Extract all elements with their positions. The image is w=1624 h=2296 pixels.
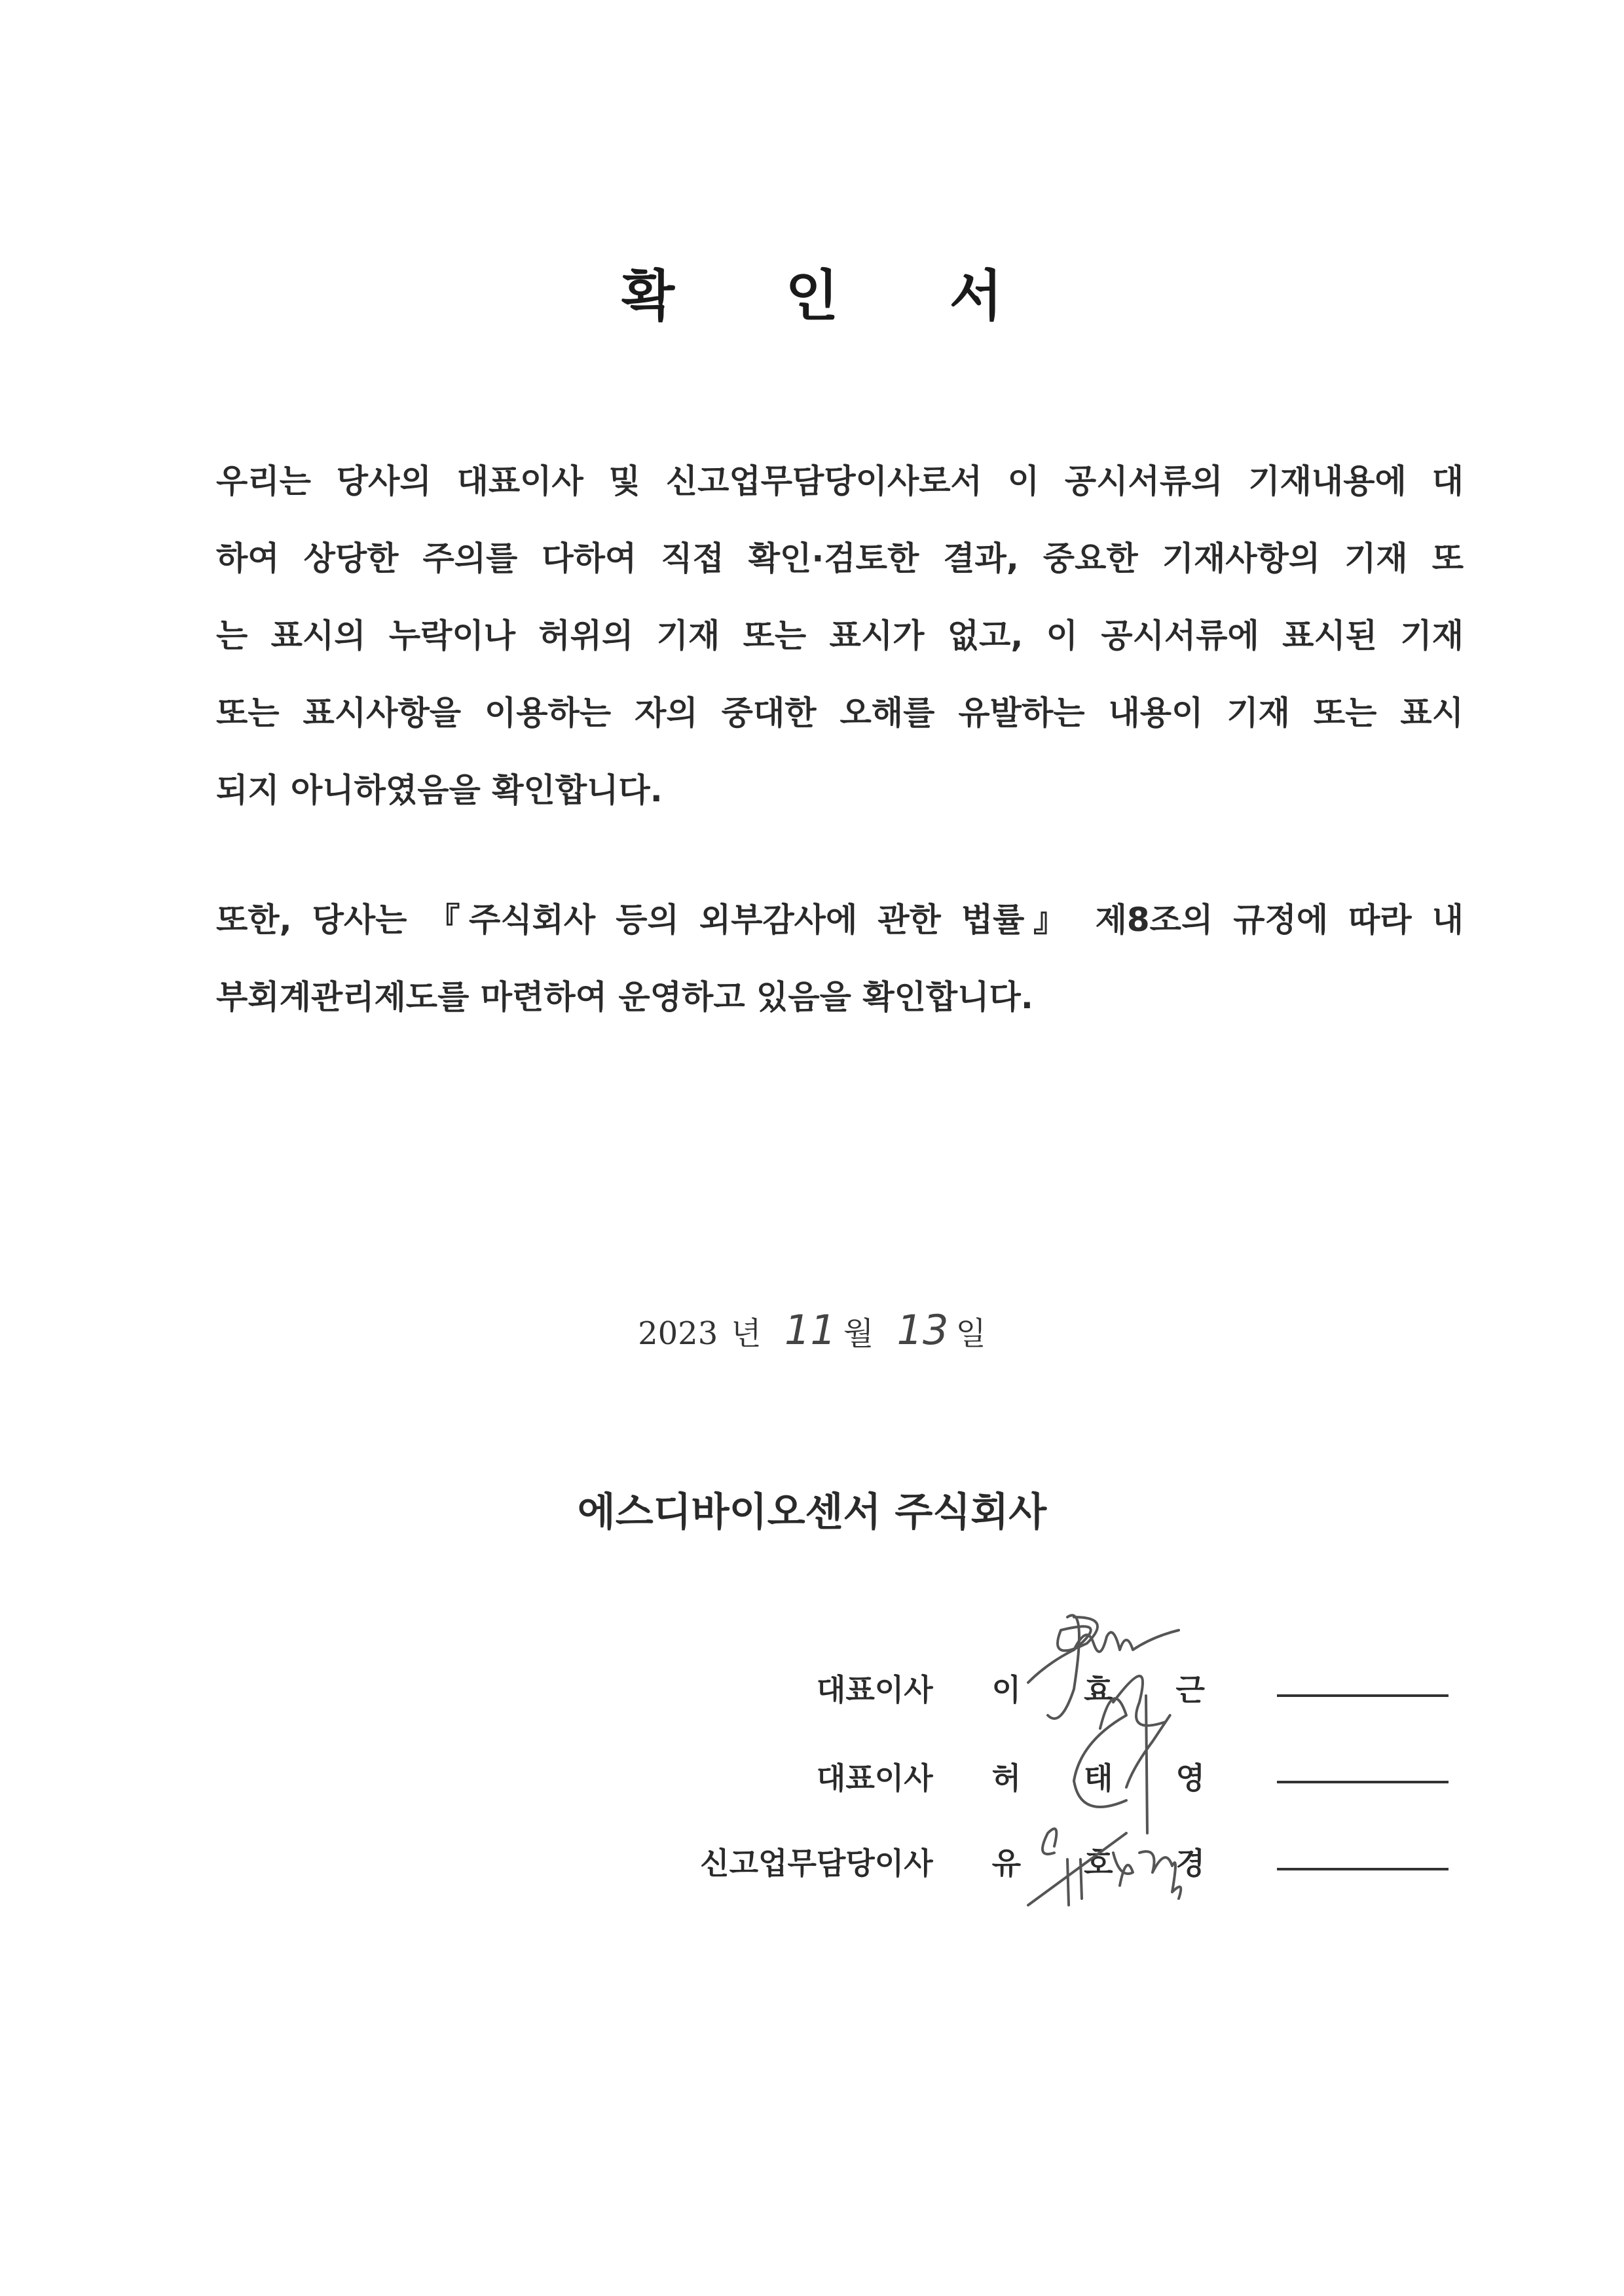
paragraph-line: 우리는 당사의 대표이사 및 신고업무담당이사로서 이 공시서류의 기재내용에 대 <box>216 462 1464 500</box>
signature-heo <box>1074 1676 1170 1833</box>
signatory-role: 대표이사 <box>816 1760 933 1796</box>
paragraph-line: 하여 상당한 주의를 다하여 직접 확인·검토한 결과, 중요한 기재사항의 기재 또 <box>216 539 1464 577</box>
paragraph-line: 또한, 당사는 『주식회사 등의 외부감사에 관한 법률』 제8조의 규정에 따라 내 <box>216 901 1464 939</box>
date-year-unit: 년 <box>731 1315 762 1352</box>
signature-lee <box>1028 1615 1179 1719</box>
document-title: 확 인 서 <box>621 264 1048 328</box>
paragraph-line: 는 표시의 누락이나 허위의 기재 또는 표시가 없고, 이 공시서류에 표시된 기재 <box>216 617 1464 655</box>
date-day-handwritten: 13 <box>896 1306 949 1354</box>
signature-yoo <box>1028 1829 1181 1905</box>
paragraph-line: 되지 아니하였음을 확인합니다. <box>216 771 663 809</box>
company-name: 에스디바이오센서 주식회사 <box>577 1489 1047 1535</box>
signatory-role: 대표이사 <box>816 1672 933 1707</box>
date-year: 2023 <box>638 1315 718 1352</box>
paragraph-line: 부회계관리제도를 마련하여 운영하고 있음을 확인합니다. <box>216 978 1033 1016</box>
date-day-unit: 일 <box>955 1315 986 1352</box>
paragraph-line: 또는 표시사항을 이용하는 자의 중대한 오해를 유발하는 내용이 기재 또는 표시 <box>216 694 1464 732</box>
date-month-handwritten: 11 <box>784 1306 836 1354</box>
signatory-name: 허 태 영 <box>991 1760 1231 1796</box>
signatory-name: 이 효 근 <box>991 1672 1231 1707</box>
signatory-name: 유 호 경 <box>991 1846 1231 1881</box>
signatory-role: 신고업무담당이사 <box>700 1846 933 1881</box>
date-month-unit: 월 <box>843 1315 874 1352</box>
